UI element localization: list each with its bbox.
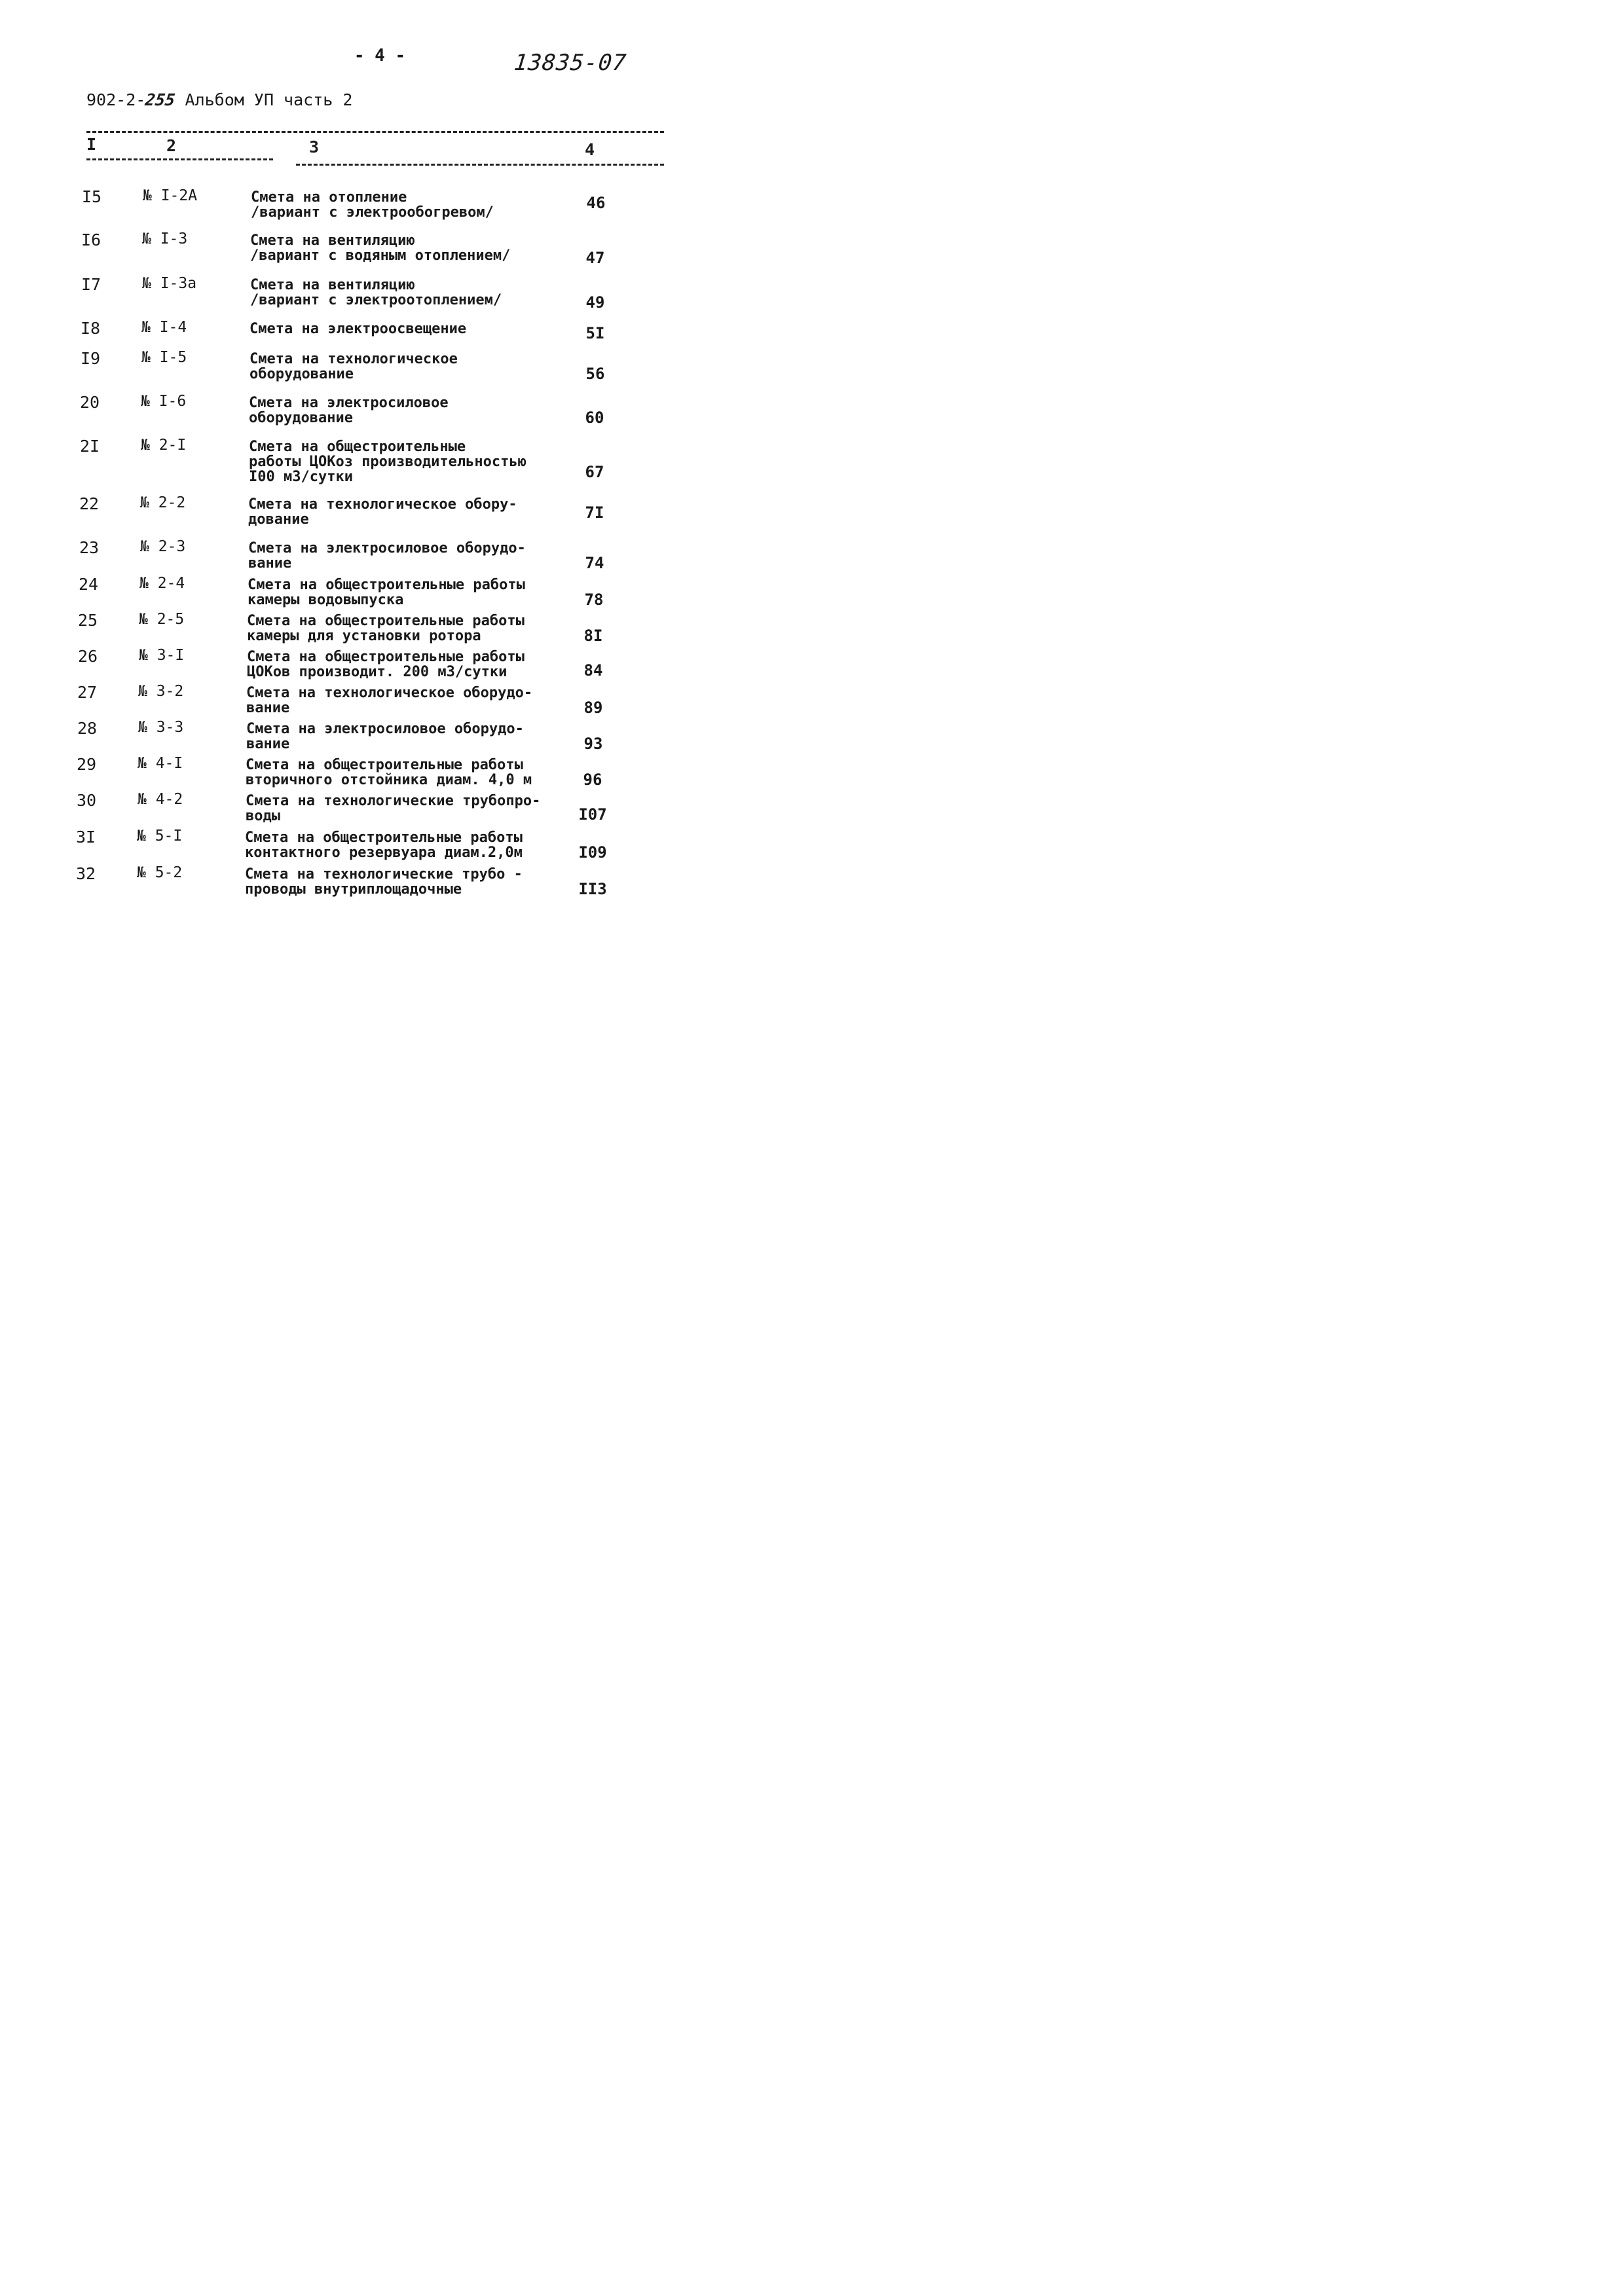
estimate-code: № I-5: [141, 349, 187, 366]
estimate-code: № 2-2: [140, 494, 186, 511]
column-header-3: 3: [309, 137, 320, 156]
table-row: [0, 393, 719, 432]
table-row: [0, 187, 719, 227]
page-ref: II3: [578, 880, 607, 898]
row-number: 28: [77, 719, 98, 738]
estimate-code: № 4-I: [138, 755, 183, 772]
page-ref: I07: [578, 805, 607, 824]
column-header-2: 2: [166, 136, 177, 155]
table-row: [0, 719, 719, 758]
estimate-title: Смета на общестроительные работы контактного резервуара диам.2,0м: [245, 829, 523, 861]
table-row: [0, 275, 719, 314]
table-row: [0, 575, 719, 614]
table-row: [0, 611, 719, 650]
album-line: [86, 90, 352, 109]
page-ref: 60: [585, 409, 604, 427]
album-number: 255: [144, 90, 177, 109]
table-row: [0, 538, 719, 577]
estimate-title: Смета на отопление /вариант с электрообогревом/: [251, 189, 494, 221]
page-ref: 7I: [585, 503, 604, 522]
page-ref: 84: [583, 661, 603, 680]
estimate-title: Смета на общестроительные работы камеры для установки ротора: [247, 613, 525, 644]
page-ref: 93: [583, 735, 603, 753]
estimate-code: № I-3а: [142, 275, 197, 292]
estimate-title: Смета на технологические трубо - проводы внутриплощадочные: [245, 866, 523, 898]
estimate-code: № 2-4: [139, 575, 185, 592]
page-number: - 4 -: [354, 46, 406, 65]
album-prefix: 902-2-: [86, 90, 146, 109]
row-number: 22: [79, 494, 100, 513]
estimate-title: Смета на электросиловое оборудование: [249, 395, 449, 426]
document-code: 13835-07: [512, 50, 628, 76]
page-ref: I09: [578, 843, 607, 862]
estimate-title: Смета на технологическое обору- дование: [248, 496, 517, 528]
estimate-code: № 3-3: [138, 719, 184, 736]
table-row: [0, 647, 719, 686]
row-number: 30: [77, 791, 97, 810]
page-ref: 56: [585, 365, 605, 383]
page-ref: 74: [585, 554, 604, 572]
estimate-title: Смета на общестроительные работы ЦОКов производит. 200 м3/сутки: [247, 649, 525, 680]
estimate-code: № 2-5: [139, 611, 185, 628]
estimate-code: № 5-2: [137, 864, 183, 881]
estimate-code: № 5-I: [137, 828, 183, 845]
column-header-1: I: [86, 135, 97, 154]
column-header-4: 4: [585, 140, 595, 159]
estimate-title: Смета на электросиловое оборудо- вание: [248, 540, 526, 572]
table-row: [0, 864, 719, 903]
table-row: [0, 494, 719, 534]
row-number: 26: [78, 647, 98, 666]
page-ref: 78: [584, 591, 604, 609]
estimate-title: Смета на технологические трубопро- воды: [246, 793, 541, 824]
page-ref: 8I: [583, 627, 603, 645]
page-ref: 46: [586, 194, 606, 212]
table-row: [0, 791, 719, 830]
page-ref: 67: [585, 463, 604, 481]
row-number: I8: [81, 319, 101, 338]
page-ref: 47: [585, 249, 605, 267]
row-number: 3I: [76, 828, 96, 847]
estimate-title: Смета на общестроительные работы вторичного отстойника диам. 4,0 м: [246, 757, 532, 788]
table-row: [0, 437, 719, 485]
row-number: I7: [81, 275, 101, 294]
header-rule-top: [86, 131, 664, 133]
estimate-title: Смета на вентиляцию /вариант с водяным отоплением/: [250, 232, 511, 264]
page-ref: 49: [585, 293, 605, 312]
estimate-code: № I-2А: [143, 187, 198, 204]
estimate-title: Смета на технологическое оборудо- вание: [246, 685, 533, 716]
estimate-code: № I-6: [141, 393, 187, 410]
estimate-title: Смета на общестроительные работы камеры водовыпуска: [248, 577, 525, 608]
estimate-code: № I-3: [142, 230, 188, 247]
row-number: 25: [78, 611, 98, 630]
row-number: I6: [81, 230, 101, 249]
row-number: 2I: [80, 437, 100, 456]
estimate-code: № 2-3: [140, 538, 186, 555]
table-row: [0, 230, 719, 270]
estimate-code: № 4-2: [138, 791, 183, 808]
estimate-title: Смета на электроосвещение: [249, 321, 467, 337]
table-row: [0, 349, 719, 388]
row-number: I5: [82, 187, 102, 206]
row-number: 32: [76, 864, 96, 883]
page-ref: 89: [583, 699, 603, 717]
estimate-code: № I-4: [141, 319, 187, 336]
estimate-code: № 3-I: [139, 647, 185, 664]
estimate-title: Смета на электросиловое оборудо- вание: [246, 721, 524, 752]
row-number: 20: [80, 393, 100, 412]
row-number: 24: [79, 575, 99, 594]
estimate-code: № 2-I: [141, 437, 187, 454]
row-number: 23: [79, 538, 100, 557]
table-row: [0, 755, 719, 794]
table-row: [0, 828, 719, 867]
estimate-title: Смета на вентиляцию /вариант с электроотоплением/: [250, 277, 502, 308]
page-ref: 5I: [585, 324, 605, 342]
row-number: 29: [77, 755, 97, 774]
row-number: I9: [81, 349, 101, 368]
row-number: 27: [77, 683, 98, 702]
estimate-title: Смета на общестроительные работы ЦОКоз производительностью I00 м3/сутки: [249, 439, 526, 485]
album-title: Альбом УП часть 2: [185, 90, 353, 109]
table-row: [0, 683, 719, 722]
estimate-code: № 3-2: [138, 683, 184, 700]
estimate-title: Смета на технологическое оборудование: [249, 351, 458, 382]
page-ref: 96: [583, 771, 602, 789]
header-rule-bottom-left: [86, 158, 273, 160]
header-rule-bottom-right: [296, 164, 664, 166]
